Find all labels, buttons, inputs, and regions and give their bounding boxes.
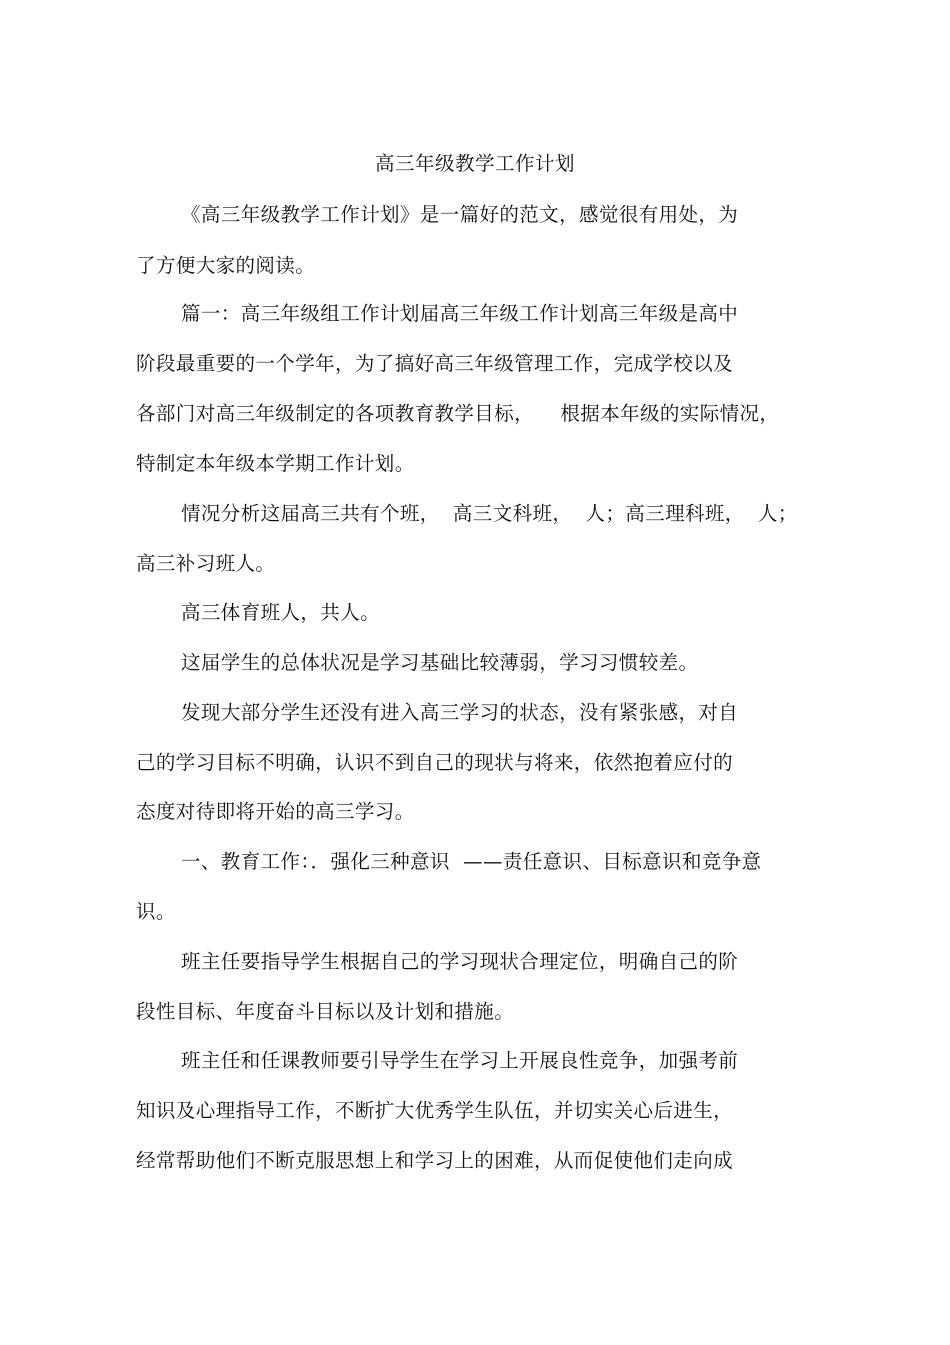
paragraph-line: 特制定本年级本学期工作计划。 (136, 452, 415, 475)
paragraph-line: 《高三年级教学工作计划》是一篇好的范文，感觉很有用处，为 (181, 203, 739, 226)
paragraph-line: 知识及心理指导工作，不断扩大优秀学生队伍，并切实关心后进生， (136, 1099, 734, 1122)
paragraph-line: 阶段最重要的一个学年，为了搞好高三年级管理工作，完成学校以及 (136, 352, 734, 375)
paragraph-line: 态度对待即将开始的高三学习。 (136, 800, 415, 823)
paragraph-line: 发现大部分学生还没有进入高三学习的状态，没有紧张感，对自 (181, 701, 739, 724)
paragraph-line: 班主任和任课教师要引导学生在学习上开展良性竞争，加强考前 (181, 1049, 739, 1072)
paragraph-line: 识。 (136, 900, 176, 923)
paragraph-line: 篇一：高三年级组工作计划届高三年级工作计划高三年级是高中 (181, 302, 739, 325)
paragraph-line: 情况分析这届高三共有个班， 高三文科班， 人；高三理科班， 人； (181, 502, 798, 525)
paragraph-line: 高三补习班人。 (136, 552, 276, 575)
paragraph-line: 段性目标、年度奋斗目标以及计划和措施。 (136, 1000, 515, 1023)
document-title: 高三年级教学工作计划 (374, 152, 575, 175)
paragraph-line: 高三体育班人，共人。 (181, 601, 381, 624)
paragraph-line: 各部门对高三年级制定的各项教育教学目标， 根据本年级的实际情况， (136, 402, 780, 425)
paragraph-line: 一、教育工作：．强化三种意识 ——责任意识、目标意识和竞争意 (181, 850, 762, 873)
paragraph-line: 己的学习目标不明确，认识不到自己的现状与将来，依然抱着应付的 (136, 751, 734, 774)
paragraph-line: 班主任要指导学生根据自己的学习现状合理定位，明确自己的阶 (181, 950, 739, 973)
paragraph-line: 经常帮助他们不断克服思想上和学习上的困难，从而促使他们走向成 (136, 1149, 734, 1172)
paragraph-line: 这届学生的总体状况是学习基础比较薄弱，学习习惯较差。 (181, 651, 699, 674)
paragraph-line: 了方便大家的阅读。 (136, 254, 316, 277)
